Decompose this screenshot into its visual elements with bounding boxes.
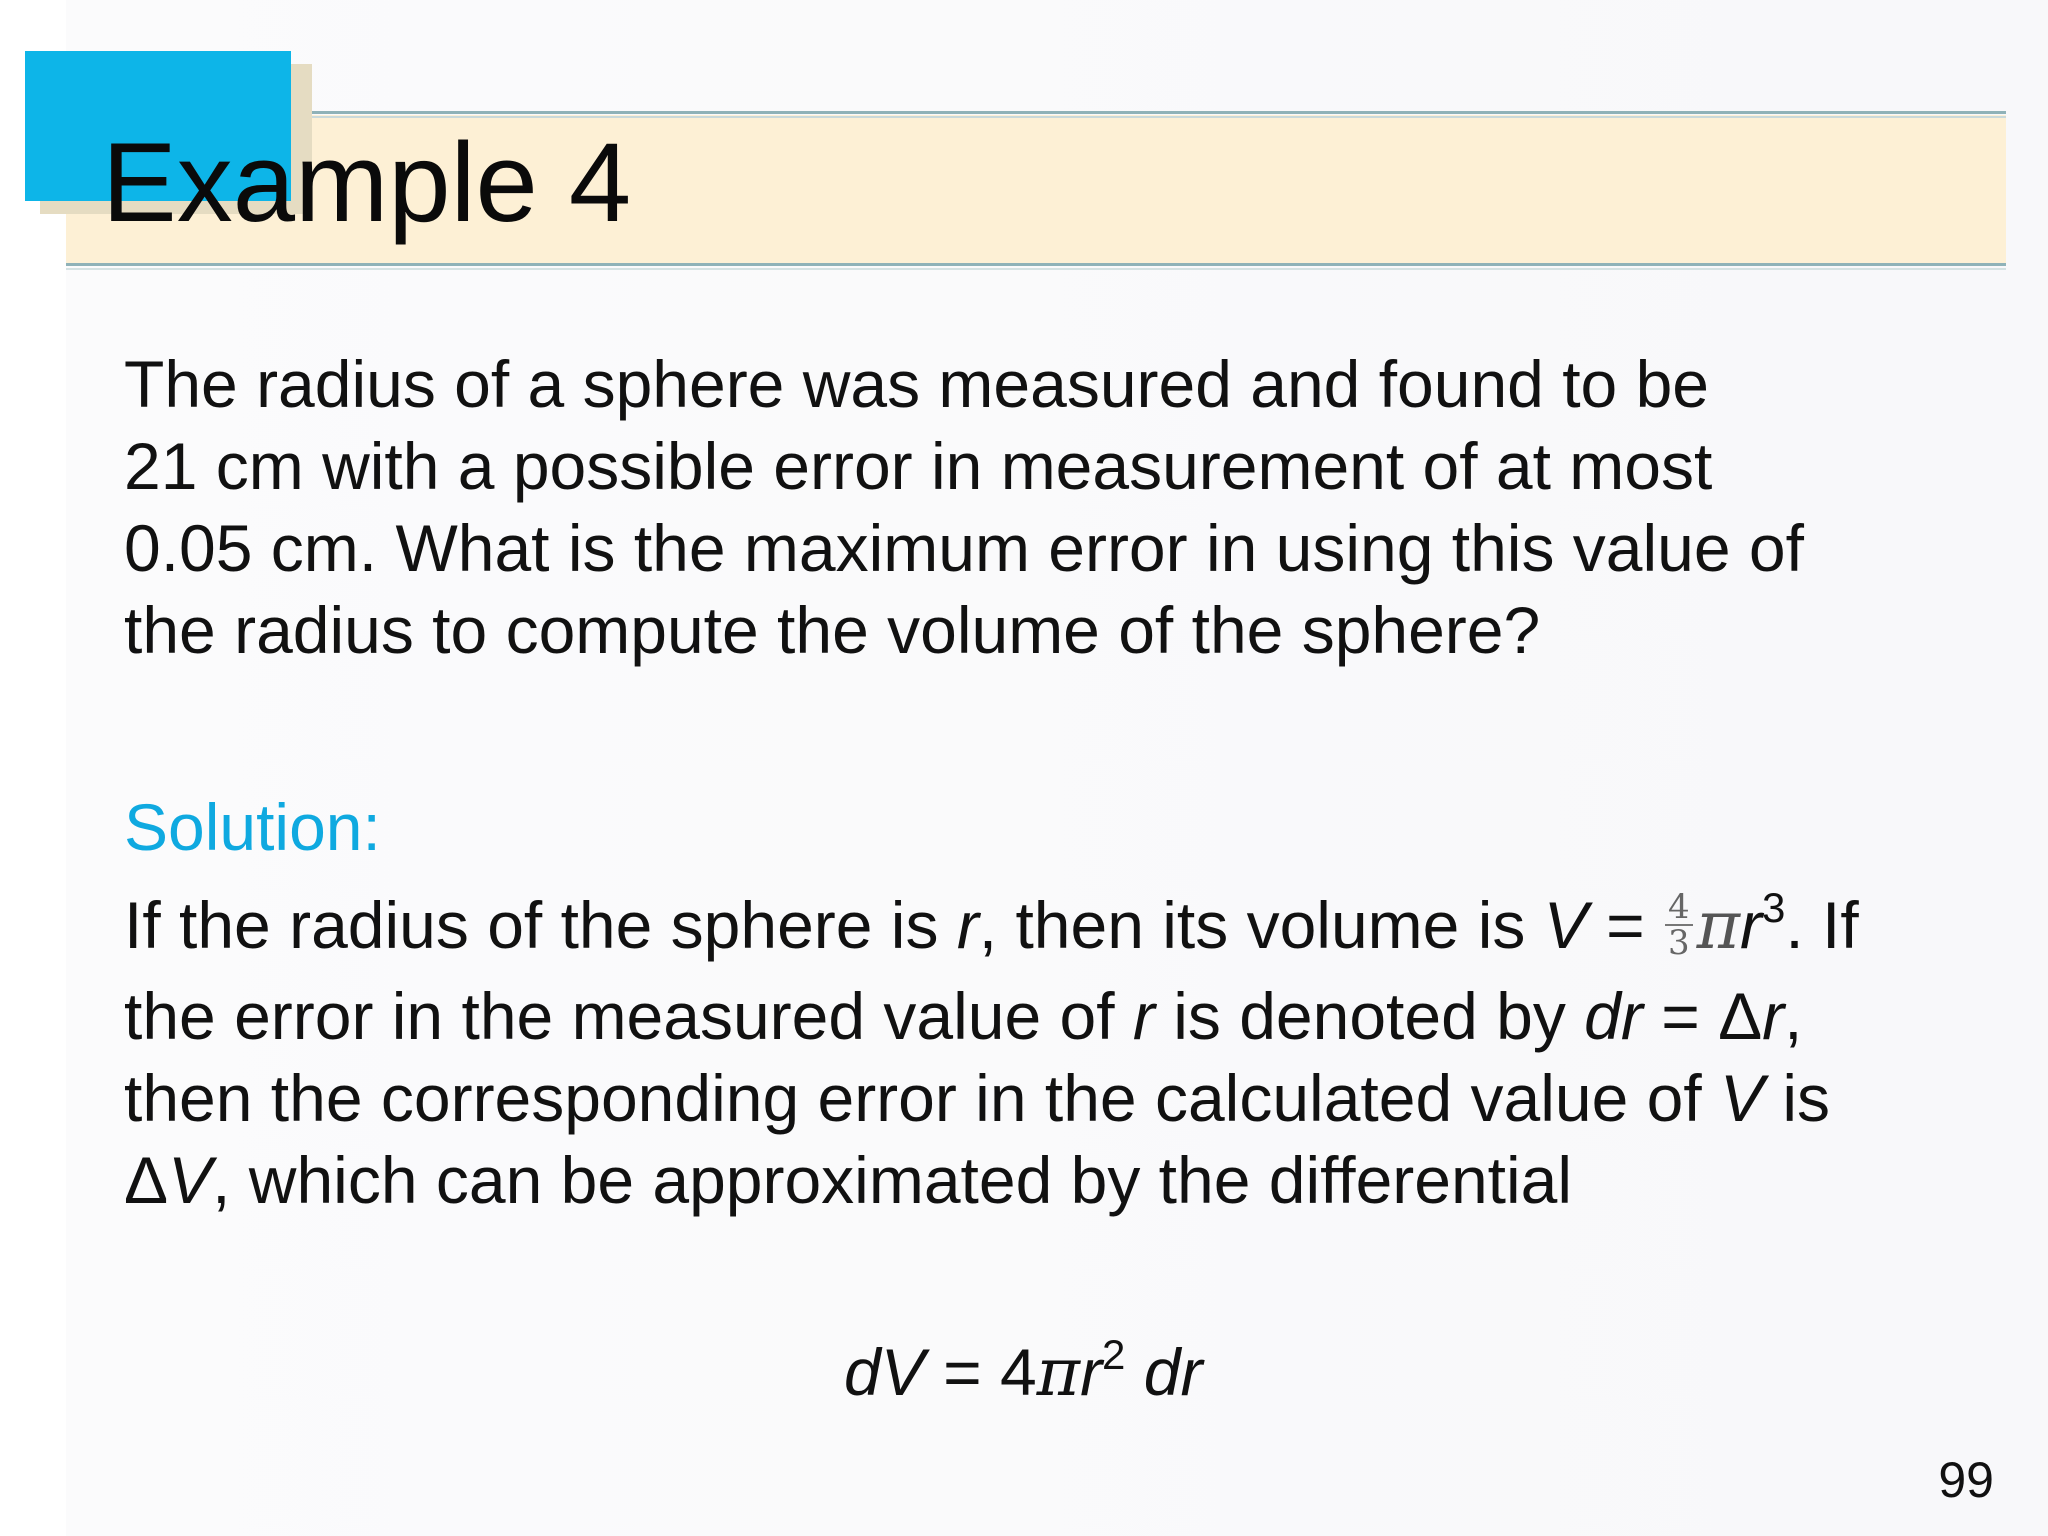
variable-dV: dV [844, 1335, 925, 1409]
exponent: 2 [1102, 1331, 1126, 1378]
problem-statement [124, 343, 2004, 671]
equals-four: = 4 [924, 1335, 1037, 1409]
variable-V: V [168, 1143, 213, 1217]
exponent: 3 [1761, 884, 1786, 931]
variable-r: r [1132, 979, 1155, 1053]
problem-line: The radius of a sphere was measured and found to be [124, 347, 1709, 421]
delta-symbol: Δ [124, 1143, 169, 1217]
slide-title: Example 4 [102, 120, 632, 245]
title-rule-top [312, 111, 2006, 114]
solution-line-4 [124, 1139, 2004, 1221]
page-number: 99 [1938, 1452, 1994, 1508]
solution-line-1 [124, 884, 2004, 975]
fraction-numerator: 4 [1665, 890, 1693, 926]
variable-dr: dr [1125, 1335, 1203, 1409]
variable-r: r [1762, 979, 1785, 1053]
pi-symbol: π [1036, 1334, 1081, 1411]
equals-delta: = Δ [1642, 979, 1763, 1053]
variable-r: r [1739, 888, 1762, 962]
text-segment: the error in the measured value of [124, 979, 1133, 1053]
problem-line: 0.05 cm. What is the maximum error in using this value of [124, 511, 1804, 585]
variable-dr: dr [1584, 979, 1643, 1053]
problem-line: the radius to compute the volume of the sphere? [124, 593, 1541, 667]
differential-equation [844, 1327, 1202, 1426]
text-segment: , then its volume is [978, 888, 1544, 962]
text-segment: is denoted by [1154, 979, 1585, 1053]
variable-r: r [956, 888, 979, 962]
pi-symbol: π [1696, 887, 1740, 964]
solution-line-3 [124, 1057, 2004, 1139]
text-segment: If the radius of the sphere is [124, 888, 957, 962]
fraction-denominator: 3 [1667, 922, 1690, 963]
variable-V: V [1720, 1061, 1765, 1135]
text-segment: , [1784, 979, 1803, 1053]
solution-line-2 [124, 975, 2004, 1057]
text-segment: then the corresponding error in the calculated value of [124, 1061, 1720, 1135]
title-rule-bottom [66, 263, 2006, 266]
equals-sign: = [1587, 888, 1663, 962]
fraction-four-thirds [1665, 886, 1693, 963]
solution-label: Solution: [124, 790, 381, 864]
variable-V: V [1543, 888, 1588, 962]
text-segment: is [1764, 1061, 1831, 1135]
slide-margin [0, 0, 66, 1536]
problem-line: 21 cm with a possible error in measurement of at most [124, 429, 1713, 503]
variable-r: r [1080, 1335, 1103, 1409]
text-segment: . If [1785, 888, 1859, 962]
title-rule-bottom-light [66, 268, 2006, 270]
text-segment: , which can be approximated by the differential [212, 1143, 1573, 1217]
solution-text [124, 884, 2004, 1221]
